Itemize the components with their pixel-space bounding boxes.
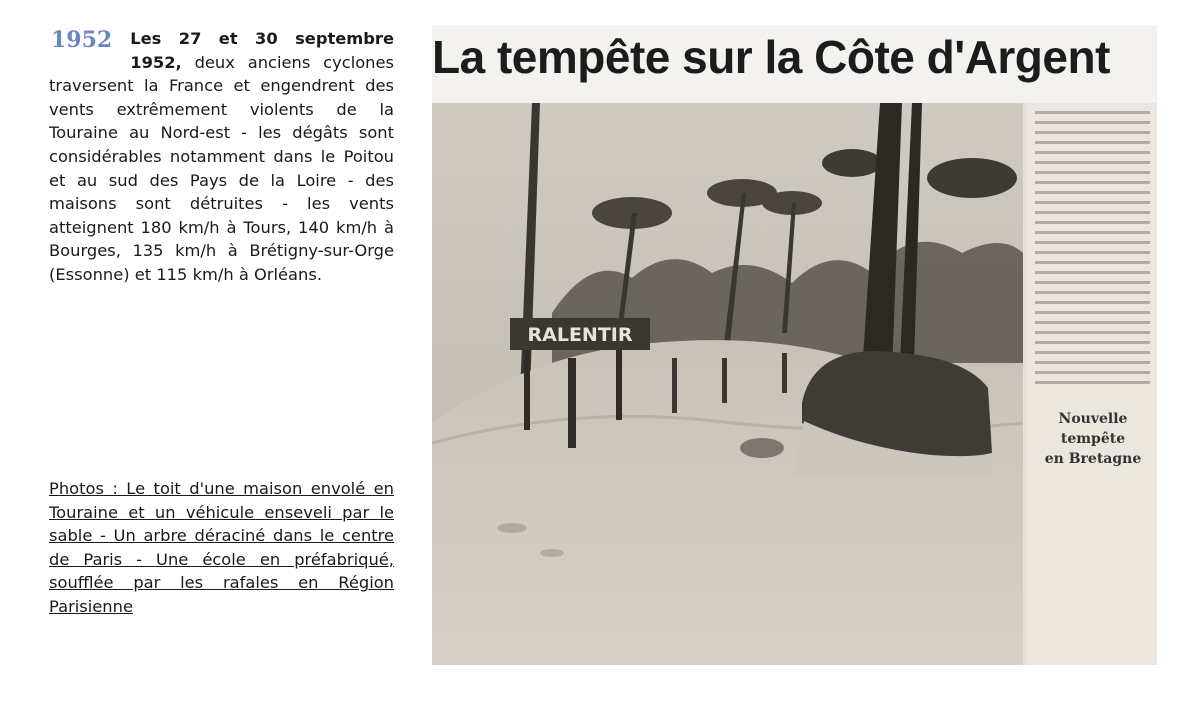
- article-text: [49, 27, 394, 287]
- intro-body: deux anciens cyclones traversent la France et engendrent des vents extrêmement violents de la Touraine au Nord-est - les dégâts sont considérables notamment dans le Poitou et au sud des Pays de la Loire - des maisons sont détruites - les vents atteignent 180 km/h à Tours, 140 km/h à Bourges, 135 km/h à Brétigny-sur-Orge (Essonne) et 115 km/h à Orléans.: [49, 52, 394, 284]
- sign-text: RALENTIR: [527, 324, 633, 346]
- newspaper-clipping: [432, 25, 1157, 665]
- storm-photo: [432, 103, 1023, 665]
- article-text-lines: [1035, 111, 1150, 391]
- column-subhead: [1043, 409, 1143, 469]
- intro-paragraph: [49, 27, 394, 287]
- intro-date: Les 27 et 30 septembre 1952,: [130, 29, 394, 72]
- year-label: 1952: [51, 27, 113, 53]
- photos-caption-link[interactable]: Photos : Le toit d'une maison envolé en Touraine et un véhicule enseveli par le sable - Un arbre déraciné dans le centre de Paris - Une école en préfabriqué, soufflée par les rafales en Région Parisienne: [49, 479, 394, 616]
- article-column: [1027, 103, 1157, 665]
- clipping-headline: La tempête sur la Côte d'Argent: [432, 25, 1157, 103]
- subhead-line-1: Nouvelle: [1058, 411, 1128, 427]
- subhead-line-3: en Bretagne: [1044, 451, 1142, 467]
- subhead-line-2: tempête: [1060, 431, 1126, 447]
